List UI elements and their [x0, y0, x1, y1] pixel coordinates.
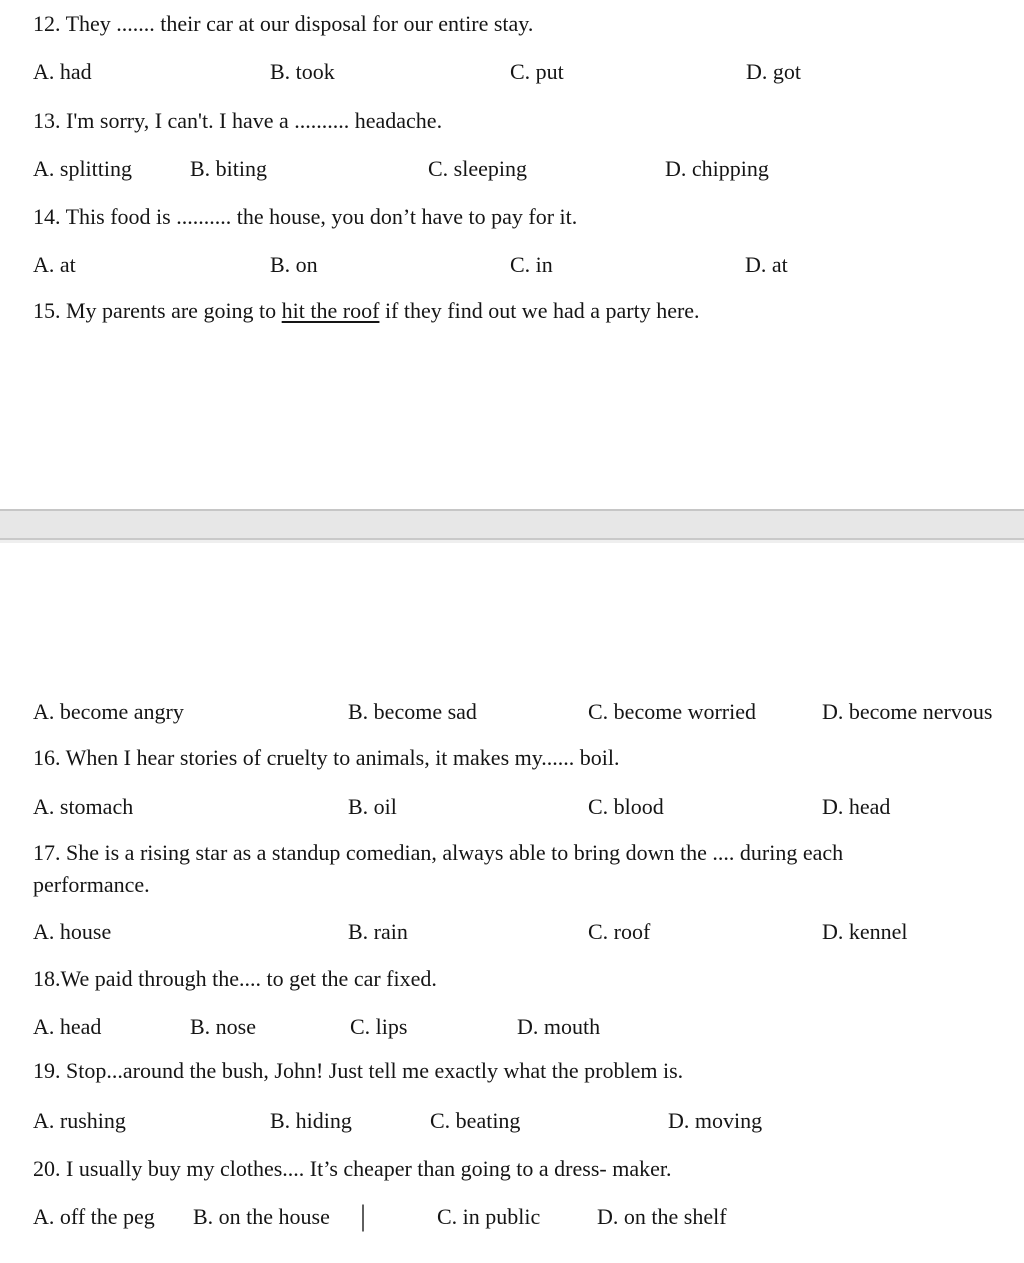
page-separator-band	[0, 509, 1024, 540]
question-15-option-c: C. become worried	[588, 699, 756, 724]
question-14-option-b: B. on	[270, 252, 318, 277]
question-12-option-c: C. put	[510, 59, 564, 84]
question-13-text: 13. I'm sorry, I can't. I have a .......... headache.	[33, 108, 443, 133]
question-19-text: 19. Stop...around the bush, John! Just tell me exactly what the problem is.	[33, 1058, 684, 1083]
question-17-text-line2: performance.	[33, 872, 150, 897]
question-13-option-c: C. sleeping	[428, 156, 527, 181]
question-18-option-c: C. lips	[350, 1014, 408, 1039]
question-15-text	[33, 298, 700, 324]
question-20-text: 20. I usually buy my clothes.... It’s cheaper than going to a dress- maker.	[33, 1156, 672, 1181]
question-16-option-a: A. stomach	[33, 794, 134, 819]
question-12-option-d: D. got	[746, 59, 801, 84]
question-14-option-a: A. at	[33, 252, 76, 277]
question-19-option-d: D. moving	[668, 1108, 763, 1133]
question-16-option-c: C. blood	[588, 794, 664, 819]
question-14-option-d: D. at	[745, 252, 788, 277]
question-14-text: 14. This food is .......... the house, you don’t have to pay for it.	[33, 204, 578, 229]
question-15-text-after: if they find out we had a party here.	[379, 298, 700, 323]
question-20-option-b: B. on the house	[193, 1204, 330, 1229]
question-15-text-before: 15. My parents are going to	[33, 298, 282, 323]
question-15-option-b: B. become sad	[348, 699, 477, 724]
question-20-option-c: C. in public	[437, 1204, 541, 1229]
question-12-text: 12. They ....... their car at our disposal for our entire stay.	[33, 11, 534, 36]
question-12-option-b: B. took	[270, 59, 335, 84]
question-13-option-d: D. chipping	[665, 156, 769, 181]
question-17-option-a: A. house	[33, 919, 112, 944]
question-15-underlined-phrase: hit the roof	[281, 298, 380, 323]
question-20-option-d: D. on the shelf	[597, 1204, 727, 1229]
question-19-option-c: C. beating	[430, 1108, 521, 1133]
question-17-option-c: C. roof	[588, 919, 651, 944]
question-15-option-a: A. become angry	[33, 699, 184, 724]
question-13-option-b: B. biting	[190, 156, 268, 181]
question-12-option-a: A. had	[33, 59, 92, 84]
question-17-text-line1: 17. She is a rising star as a standup comedian, always able to bring down the .... during each	[33, 840, 844, 865]
question-14-option-c: C. in	[510, 252, 553, 277]
question-15-option-d: D. become nervous	[822, 699, 993, 724]
question-20-option-a: A. off the peg	[33, 1204, 155, 1229]
question-13-option-a: A. splitting	[33, 156, 133, 181]
question-19-option-b: B. hiding	[270, 1108, 352, 1133]
question-18-text: 18.We paid through the.... to get the car fixed.	[33, 966, 437, 991]
question-16-text: 16. When I hear stories of cruelty to animals, it makes my...... boil.	[33, 745, 620, 770]
question-17-option-b: B. rain	[348, 919, 408, 944]
question-18-option-b: B. nose	[190, 1014, 256, 1039]
page-separator-shadow	[0, 540, 1024, 543]
text-cursor: |	[360, 1199, 367, 1232]
question-16-option-b: B. oil	[348, 794, 397, 819]
question-18-option-d: D. mouth	[517, 1014, 601, 1039]
question-18-option-a: A. head	[33, 1014, 102, 1039]
question-19-option-a: A. rushing	[33, 1108, 126, 1133]
question-17-option-d: D. kennel	[822, 919, 908, 944]
question-16-option-d: D. head	[822, 794, 891, 819]
